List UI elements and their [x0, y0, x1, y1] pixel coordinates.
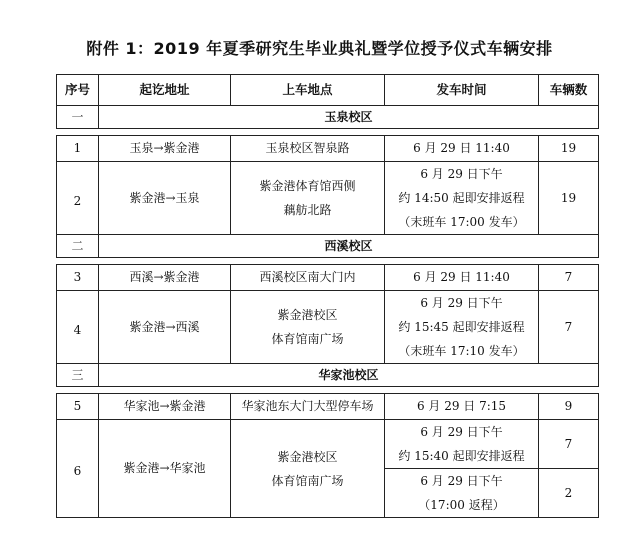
- place-line: 体育馆南广场: [271, 332, 344, 346]
- section-header-huajiachi: [57, 364, 599, 387]
- time-line: 6 月 29 日下午: [420, 474, 503, 488]
- row-route: 西溪→紫金港: [99, 265, 231, 291]
- section-index: 三: [57, 364, 99, 387]
- row-time: 6 月 29 日 7:15: [385, 394, 539, 420]
- row-count: 7: [539, 265, 599, 291]
- row-time: [385, 162, 539, 235]
- place-line: 紫金港校区: [277, 308, 338, 322]
- section-name: 玉泉校区: [99, 106, 599, 129]
- time-line: （末班车 17:00 发车）: [398, 215, 525, 229]
- row-count: 9: [539, 394, 599, 420]
- row-place: [231, 291, 385, 364]
- section-name: 华家池校区: [99, 364, 599, 387]
- time-line: （17:00 返程）: [418, 498, 505, 512]
- row-count: 19: [539, 162, 599, 235]
- row-place: 华家池东大门大型停车场: [231, 394, 385, 420]
- row-time: [385, 291, 539, 364]
- row-count: 19: [539, 136, 599, 162]
- section-index: 二: [57, 235, 99, 258]
- row-number: 6: [57, 420, 99, 518]
- table-row: [57, 265, 599, 291]
- page-title: 附件 1：2019 年夏季研究生毕业典礼暨学位授予仪式车辆安排: [86, 39, 553, 58]
- header-route: 起讫地址: [99, 75, 231, 106]
- place-line: 藕舫北路: [283, 203, 332, 217]
- place-line: 紫金港校区: [277, 449, 338, 464]
- row-count: 7: [539, 291, 599, 364]
- header-index: 序号: [57, 75, 99, 106]
- table-row: [57, 162, 599, 235]
- time-line: 6 月 29 日下午: [420, 425, 503, 439]
- time-line: （末班车 17:10 发车）: [398, 344, 525, 358]
- header-departure-time: 发车时间: [385, 75, 539, 106]
- table-row: [57, 136, 599, 162]
- row-place: 玉泉校区智泉路: [231, 136, 385, 162]
- section-header-xixi: [57, 235, 599, 258]
- row-number: 1: [57, 136, 99, 162]
- header-vehicle-count: 车辆数: [539, 75, 599, 106]
- row-time: 6 月 29 日 11:40: [385, 136, 539, 162]
- time-line: 6 月 29 日下午: [420, 296, 503, 310]
- row-route: 华家池→紫金港: [99, 394, 231, 420]
- row-place: 西溪校区南大门内: [231, 265, 385, 291]
- row-number: 3: [57, 265, 99, 291]
- time-line: 约 15:45 起即安排返程: [398, 320, 525, 334]
- time-line: 6 月 29 日下午: [420, 167, 503, 181]
- place-line: 体育馆南广场: [271, 473, 344, 488]
- section-index: 一: [57, 106, 99, 129]
- row-place: [231, 162, 385, 235]
- section-header-yuquan: [57, 106, 599, 129]
- row-route: 紫金港→玉泉: [99, 162, 231, 235]
- table-row: [57, 420, 599, 469]
- row-route: 紫金港→华家池: [99, 420, 231, 518]
- header-row: [57, 75, 599, 106]
- row-count: 7: [539, 420, 599, 469]
- time-line: 约 14:50 起即安排返程: [398, 191, 525, 205]
- row-time: 6 月 29 日 11:40: [385, 265, 539, 291]
- vehicle-schedule-table: [56, 74, 599, 518]
- row-route: 紫金港→西溪: [99, 291, 231, 364]
- row-number: 5: [57, 394, 99, 420]
- section-name: 西溪校区: [99, 235, 599, 258]
- table-row: [57, 291, 599, 364]
- row-route: 玉泉→紫金港: [99, 136, 231, 162]
- row-time: [385, 469, 539, 518]
- row-number: 4: [57, 291, 99, 364]
- table-row: [57, 394, 599, 420]
- place-line: 紫金港体育馆西侧: [259, 179, 356, 193]
- row-number: 2: [57, 162, 99, 235]
- row-time: [385, 420, 539, 469]
- row-place: [231, 420, 385, 518]
- row-count: 2: [539, 469, 599, 518]
- header-boarding-place: 上车地点: [231, 75, 385, 106]
- time-line: 约 15:40 起即安排返程: [398, 449, 525, 463]
